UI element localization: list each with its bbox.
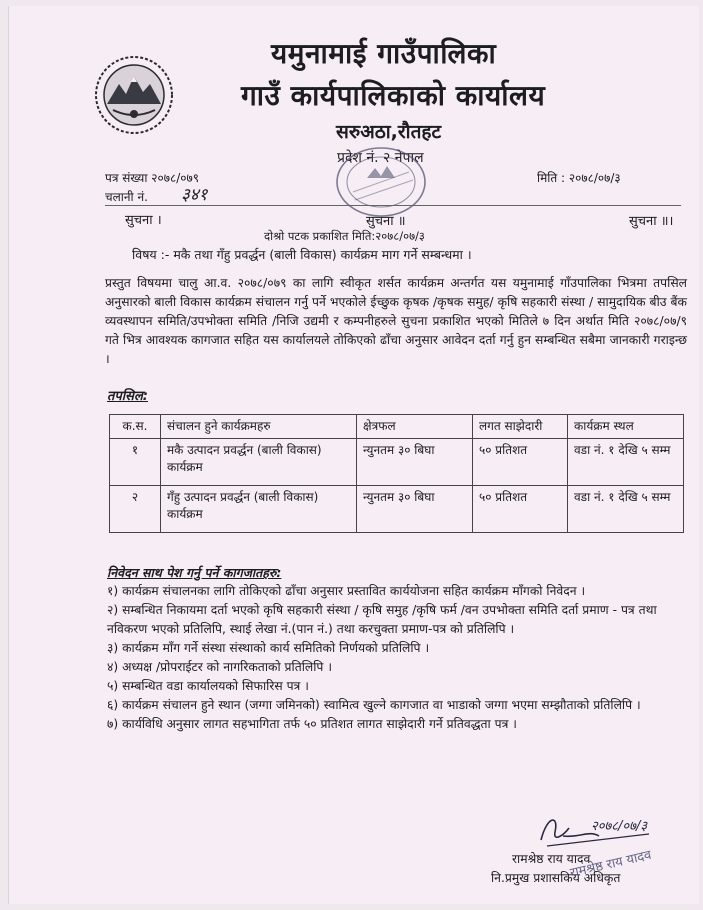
list-item: ६) कार्यक्रम संचालन हुने स्थान (जग्गा जमिनको) स्वामित्व खुल्ने कागजात वा भाडाको जग्गा भएमा सम्झौताको प्रतिलिपि । (107, 698, 641, 712)
table-header: संचालन हुने कार्यक्रमहरु (161, 415, 357, 439)
name-stamp: रामश्रेष्ठ राय यादव (568, 847, 653, 882)
table-header: लगत साझेदारी (473, 415, 568, 439)
table-cell: न्युनतम ३० बिघा (357, 439, 473, 486)
body-paragraph: प्रस्तुत विषयमा चालु आ.व. २०७८/०७९ का लागि स्वीकृत शर्सत कार्यक्रम अन्तर्गत यस यमुनामाई गाँउपालिका भित्रमा तपसिल अनुसारको बाली विकास कार्यक्रम संचालन गर्नु पर्ने भएकोले ईच्छुक कृषक /कृषक समुह/ कृषि सहकारी संस्था / सामुदायिक बीउ बैंक व्यवस्थापन समिति/उपभोक्ता समिति /निजि उद्यमी र कम्पनीहरुले सुचना प्रकाशित भएको मितिले ७ दिन अर्थात मिति २०७८/०७/९ गते भित्र आवश्यक कागजात सहित यस कार्यालयले तोकिएको ढाँचा अनुसार आवेदन दर्ता गर्नु हुन सम्बन्धित सबैमा जानकारी गराइन्छ । (105, 276, 687, 366)
table-cell: वडा नं. १ देखि ५ सम्म (568, 486, 684, 533)
notice-label-left: सुचना । (125, 213, 162, 228)
list-item: ७) कार्यविधि अनुसार लागत सहभागिता तर्फ ५० प्रतिशत लागत साझेदारी गर्ने प्रतिवद्धता पत्र । (107, 717, 517, 731)
table-row (110, 486, 684, 533)
program-table (109, 414, 684, 533)
table-cell: २ (110, 486, 161, 533)
table-cell: गँहु उत्पादन प्रवर्द्धन (बाली विकास) कार्यक्रम (161, 486, 357, 533)
list-item: ३) कार्यक्रम माँग गर्ने संस्था संस्थाको कार्य समितिको निर्णयको प्रतिलिपि । (107, 641, 430, 655)
table-cell: न्युनतम ३० बिघा (357, 486, 473, 533)
required-documents-heading: निवेदन साथ पेश गर्नु पर्ने कागजातहरु: (107, 565, 282, 580)
list-item: १) कार्यक्रम संचालनका लागि तोकिएको ढाँचा अनुसार प्रस्तावित कार्ययोजना सहित कार्यक्रम माँगको निवेदन । (107, 584, 586, 598)
notice-label-center: सुचना ॥ (366, 214, 406, 229)
signature-date: २०७८/०७/३ (591, 819, 648, 834)
table-cell: मकै उत्पादन प्रवर्द्धन (बाली विकास) कार्यक्रम (161, 439, 357, 486)
table-cell: १ (110, 439, 161, 486)
details-heading: तपसिल: (107, 389, 148, 404)
table-header: क्षेत्रफल (357, 415, 473, 439)
date: मिति : २०७८/०७/३ (537, 171, 621, 185)
document-page (8, 6, 699, 904)
table-header: क.स. (110, 415, 161, 439)
second-publication-date: दोश्रो पटक प्रकाशित मिति:२०७८/०७/३ (264, 229, 425, 243)
list-item: २) सम्बन्धित निकायमा दर्ता भएको कृषि सहकारी संस्था / कृषि समुह /कृषि फर्म /वन उपभोक्ता समिति दर्ता प्रमाण - पत्र तथा नविकरण भएको प्रतिलिपि, स्थाई लेखा नं.(पान नं.) तथा करचुक्ता प्रमाण-पत्र को प्रतिलिपि । (107, 603, 657, 636)
dispatch-number: ३४१ (181, 185, 208, 205)
table-cell: ५० प्रतिशत (473, 486, 568, 533)
municipality-name: यमुनामाई गाउँपालिका (271, 37, 497, 70)
table-row (110, 439, 684, 486)
list-item: ५) सम्बन्धित वडा कार्यालयको सिफारिस पत्र । (107, 679, 309, 693)
subject-line: विषय :- मकै तथा गँहु प्रवर्द्धन (बाली विकास) कार्यक्रम माग गर्ने सम्बन्धमा । (132, 247, 472, 262)
table-header: कार्यक्रम स्थल (568, 415, 684, 439)
table-cell: ५० प्रतिशत (473, 439, 568, 486)
table-header-row (110, 415, 684, 439)
office-address: सरुअठा,रौतहट (336, 121, 442, 143)
required-documents-list (107, 582, 692, 734)
letter-number: पत्र संख्या २०७८/०७९ (105, 171, 199, 185)
office-round-stamp (329, 144, 433, 220)
signatory-name: रामश्रेष्ठ राय यादव (512, 852, 591, 866)
notice-label-right: सुचना ॥। (629, 214, 674, 229)
province-line: प्रदेश नं. २ नेपाल (337, 150, 424, 166)
table-cell: वडा नं. १ देखि ५ सम्म (568, 439, 684, 486)
divider (105, 205, 681, 206)
nepal-emblem-logo (93, 54, 175, 136)
signatory-post: नि.प्रमुख प्रशासकिय अधिकृत (491, 871, 621, 885)
list-item: ४) अध्यक्ष /प्रोपराईटर को नागरिकताको प्रतिलिपि । (107, 660, 332, 674)
office-name: गाउँ कार्यपालिकाको कार्यालय (241, 79, 546, 112)
dispatch-label: चलानी नं. (105, 190, 148, 204)
